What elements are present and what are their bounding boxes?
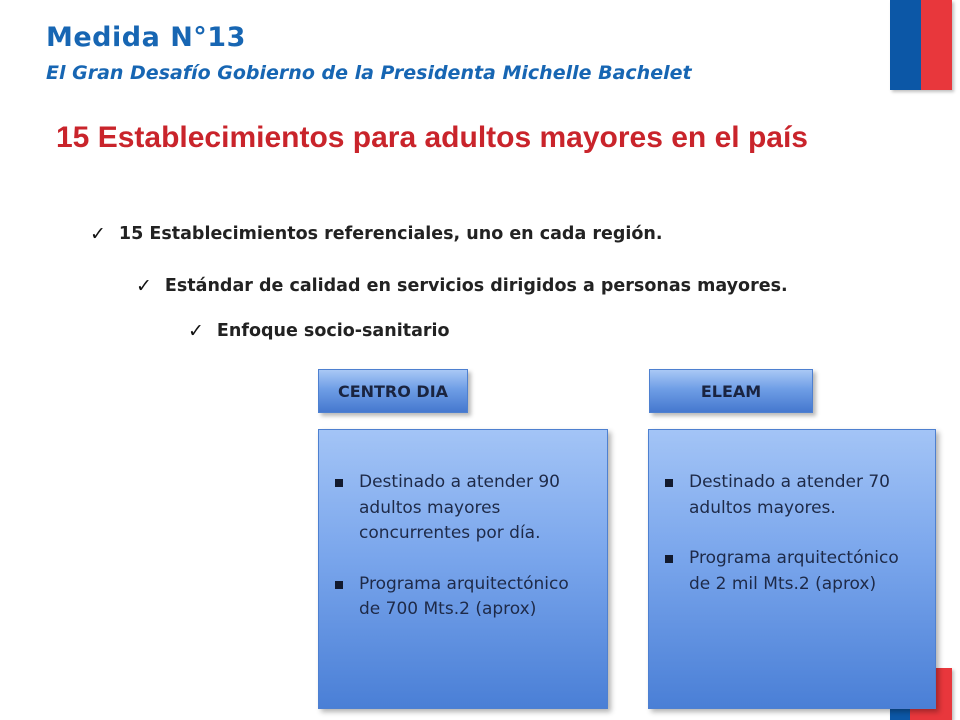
centro-dia-details-panel — [318, 429, 608, 709]
bullet-text: Destinado a atender 90 adultos mayores concurrentes por día. — [359, 472, 560, 543]
flag-blue-stripe — [890, 0, 921, 90]
checklist-item — [136, 275, 788, 297]
checklist-item — [188, 320, 450, 342]
chile-flag-top-decoration — [890, 0, 952, 90]
centro-dia-bullet-list — [333, 470, 585, 623]
header-subtitle: El Gran Desafío Gobierno de la Presidenta Michelle Bachelet — [46, 62, 692, 84]
square-bullet-icon — [335, 581, 343, 589]
checklist-item-text: 15 Establecimientos referenciales, uno en cada región. — [118, 224, 663, 244]
list-item — [663, 546, 913, 597]
bullet-text: Programa arquitectónico de 2 mil Mts.2 (aprox) — [689, 548, 899, 594]
centro-dia-label-box: CENTRO DIA — [318, 369, 468, 413]
bullet-text: Destinado a atender 70 adultos mayores. — [689, 472, 890, 518]
eleam-label-box: ELEAM — [649, 369, 813, 413]
check-icon: ✓ — [90, 223, 106, 245]
flag-red-stripe — [921, 0, 952, 90]
square-bullet-icon — [665, 555, 673, 563]
list-item — [333, 470, 585, 547]
checklist-item-text: Estándar de calidad en servicios dirigidos a personas mayores. — [164, 276, 788, 296]
check-icon: ✓ — [136, 275, 152, 297]
bullet-text: Programa arquitectónico de 700 Mts.2 (aprox) — [359, 573, 569, 619]
check-icon: ✓ — [188, 320, 204, 342]
header-title: Medida N°13 — [46, 22, 246, 53]
list-item — [663, 470, 913, 521]
square-bullet-icon — [665, 479, 673, 487]
eleam-bullet-list — [663, 470, 913, 597]
list-item — [333, 572, 585, 623]
slide-main-title: 15 Establecimientos para adultos mayores en el país — [56, 121, 808, 154]
eleam-details-panel — [648, 429, 936, 709]
checklist-item — [90, 223, 663, 245]
checklist-item-text: Enfoque socio-sanitario — [216, 321, 450, 341]
square-bullet-icon — [335, 479, 343, 487]
